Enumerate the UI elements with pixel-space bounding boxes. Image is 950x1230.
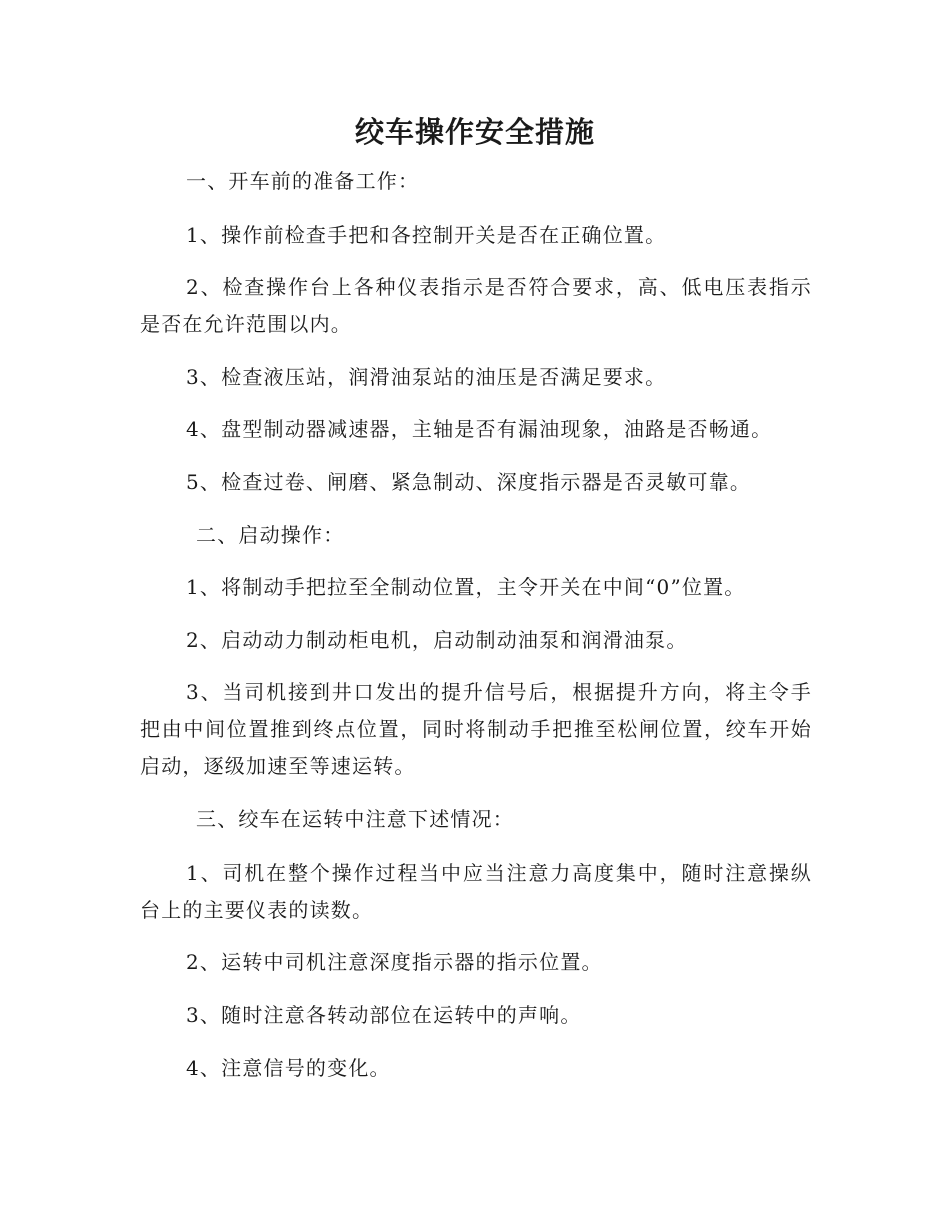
paragraph: 1、将制动手把拉至全制动位置，主令开关在中间“0”位置。 [186,575,746,599]
paragraph: 2、检查操作台上各种仪表指示是否符合要求，高、低电压表指示是否在允许范围以内。 [140,275,812,336]
paragraph: 5、检查过卷、闸磨、紧急制动、深度指示器是否灵敏可靠。 [186,470,752,494]
paragraph: 3、检查液压站，润滑油泵站的油压是否满足要求。 [186,365,667,389]
paragraph: 4、盘型制动器减速器，主轴是否有漏油现象，油路是否畅通。 [186,417,773,441]
paragraph: 1、司机在整个操作过程当中应当注意力高度集中，随时注意操纵台上的主要仪表的读数。 [140,861,812,922]
paragraph: 4、注意信号的变化。 [186,1056,391,1080]
paragraph: 3、随时注意各转动部位在运转中的声响。 [186,1003,582,1027]
section-heading-running: 三、绞车在运转中注意下述情况： [196,807,514,831]
section-heading-preparation: 一、开车前的准备工作： [186,169,420,193]
paragraph: 2、启动动力制动柜电机，启动制动油泵和润滑油泵。 [186,628,688,652]
paragraph: 2、运转中司机注意深度指示器的指示位置。 [186,950,603,974]
paragraph: 3、当司机接到井口发出的提升信号后，根据提升方向，将主令手把由中间位置推到终点位置，同时将制动手把推至松闸位置，绞车开始启动，逐级加速至等速运转。 [140,680,812,778]
paragraph: 1、操作前检查手把和各控制开关是否在正确位置。 [186,223,667,247]
section-heading-startup: 二、启动操作： [196,523,345,547]
document-title: 绞车操作安全措施 [354,115,595,149]
